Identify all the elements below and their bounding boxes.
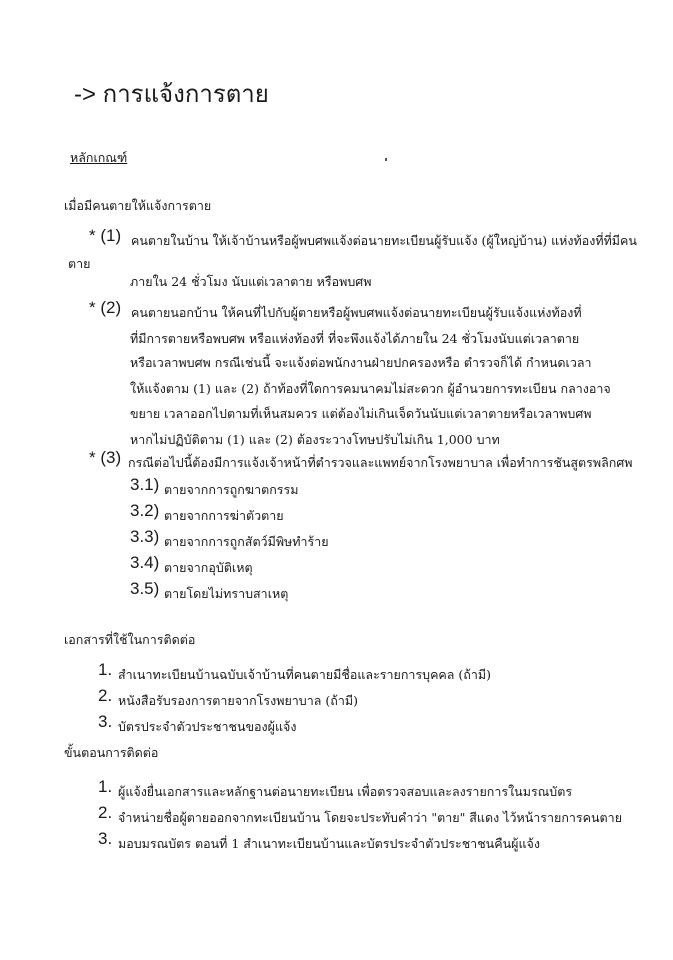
document-text: สำเนาทะเบียนบ้านฉบับเจ้าบ้านที่คนตายมีชื่อและรายการบุคคล (ถ้ามี) [118, 667, 492, 682]
criteria-item-line: ให้แจ้งตาม (1) และ (2) ถ้าท้องที่ใดการคมนาคมไม่สะดวก ผู้อำนวยการทะเบียน กลางอาจ [130, 381, 611, 396]
document-text: บัตรประจำตัวประชาชนของผู้แจ้ง [118, 719, 297, 734]
procedure-number: 2. [98, 803, 113, 822]
subitem-text: ตายจากการถูกสัตว์มีพิษทำร้าย [164, 534, 329, 549]
procedure-text: จำหน่ายชื่อผู้ตายออกจากทะเบียนบ้าน โดยจะประทับคำว่า "ตาย" สีแดง ไว้หน้ารายการคนตาย [118, 810, 623, 825]
procedure-text: มอบมรณบัตร ตอนที่ 1 สำเนาทะเบียนบ้านและบัตรประจำตัวประชาชนคืนผู้แจ้ง [118, 836, 540, 851]
page-title: -> การแจ้งการตาย [74, 81, 269, 108]
procedure-number: 1. [98, 777, 113, 796]
criteria-intro: เมื่อมีคนตายให้แจ้งการตาย [64, 198, 212, 213]
subitem-text: ตายจากการฆ่าตัวตาย [164, 508, 284, 523]
scan-speck [385, 158, 387, 161]
document-text: หนังสือรับรองการตายจากโรงพยาบาล (ถ้ามี) [118, 693, 358, 708]
subitem-number: 3.2) [130, 501, 160, 520]
document-number: 1. [98, 660, 113, 679]
subitem-number: 3.4) [130, 553, 160, 572]
procedure-number: 3. [98, 829, 113, 848]
document-number: 2. [98, 686, 113, 705]
criteria-item-line: คนตายนอกบ้าน ให้คนที่ไปกับผู้ตายหรือผู้พบศพแจ้งต่อนายทะเบียนผู้รับแจ้งแห่งท้องที่ [131, 305, 582, 320]
criteria-item-line: หากไม่ปฏิบัติตาม (1) และ (2) ต้องระวางโทษปรับไม่เกิน 1,000 บาท [130, 432, 500, 447]
subitem-text: ตายจากอุบัติเหตุ [164, 560, 253, 575]
criteria-item-line: หรือเวลาพบศพ กรณีเช่นนี้ จะแจ้งต่อพนักงานฝ่ายปกครองหรือ ตำรวจก็ได้ กำหนดเวลา [130, 355, 592, 370]
procedure-heading: ขั้นตอนการติดต่อ [64, 745, 159, 760]
subitem-number: 3.3) [130, 527, 160, 546]
documents-heading: เอกสารที่ใช้ในการติดต่อ [64, 632, 196, 647]
criteria-item-line: ขยาย เวลาออกไปตามที่เห็นสมควร แต่ต้องไม่เกินเจ็ดวันนับแต่เวลาตายหรือเวลาพบศพ [130, 406, 592, 421]
procedure-text: ผู้แจ้งยื่นเอกสารและหลักฐานต่อนายทะเบียน เพื่อตรวจสอบและลงรายการในมรณบัตร [118, 784, 573, 799]
criteria-heading: หลักเกณฑ์ [70, 150, 128, 165]
subitem-text: ตายจากการถูกฆาตกรรม [164, 482, 299, 497]
criteria-item-line: ที่มีการตายหรือพบศพ หรือแห่งท้องที่ ที่จะพึงแจ้งได้ภายใน 24 ชั่วโมงนับแต่เวลาตาย [130, 331, 580, 346]
criteria-item-marker: * (3) [89, 448, 122, 467]
criteria-item-marker: * (2) [89, 298, 122, 317]
criteria-item-line: ภายใน 24 ชั่วโมง นับแต่เวลาตาย หรือพบศพ [130, 274, 372, 289]
criteria-item-marker: * (1) [89, 226, 122, 245]
document-number: 3. [98, 712, 113, 731]
criteria-item-line: กรณีต่อไปนี้ต้องมีการแจ้งเจ้าหน้าที่ตำรวจและแพทย์จากโรงพยาบาล เพื่อทำการชันสูตรพลิกศพ [128, 455, 633, 470]
subitem-text: ตายโดยไม่ทราบสาเหตุ [164, 586, 289, 601]
subitem-number: 3.5) [130, 579, 160, 598]
criteria-item-line: ตาย [68, 256, 91, 271]
criteria-item-line: คนตายในบ้าน ให้เจ้าบ้านหรือผู้พบศพแจ้งต่อนายทะเบียนผู้รับแจ้ง (ผู้ใหญ่บ้าน) แห่งท้องที่ที่มีคน [131, 233, 637, 248]
subitem-number: 3.1) [130, 475, 160, 494]
